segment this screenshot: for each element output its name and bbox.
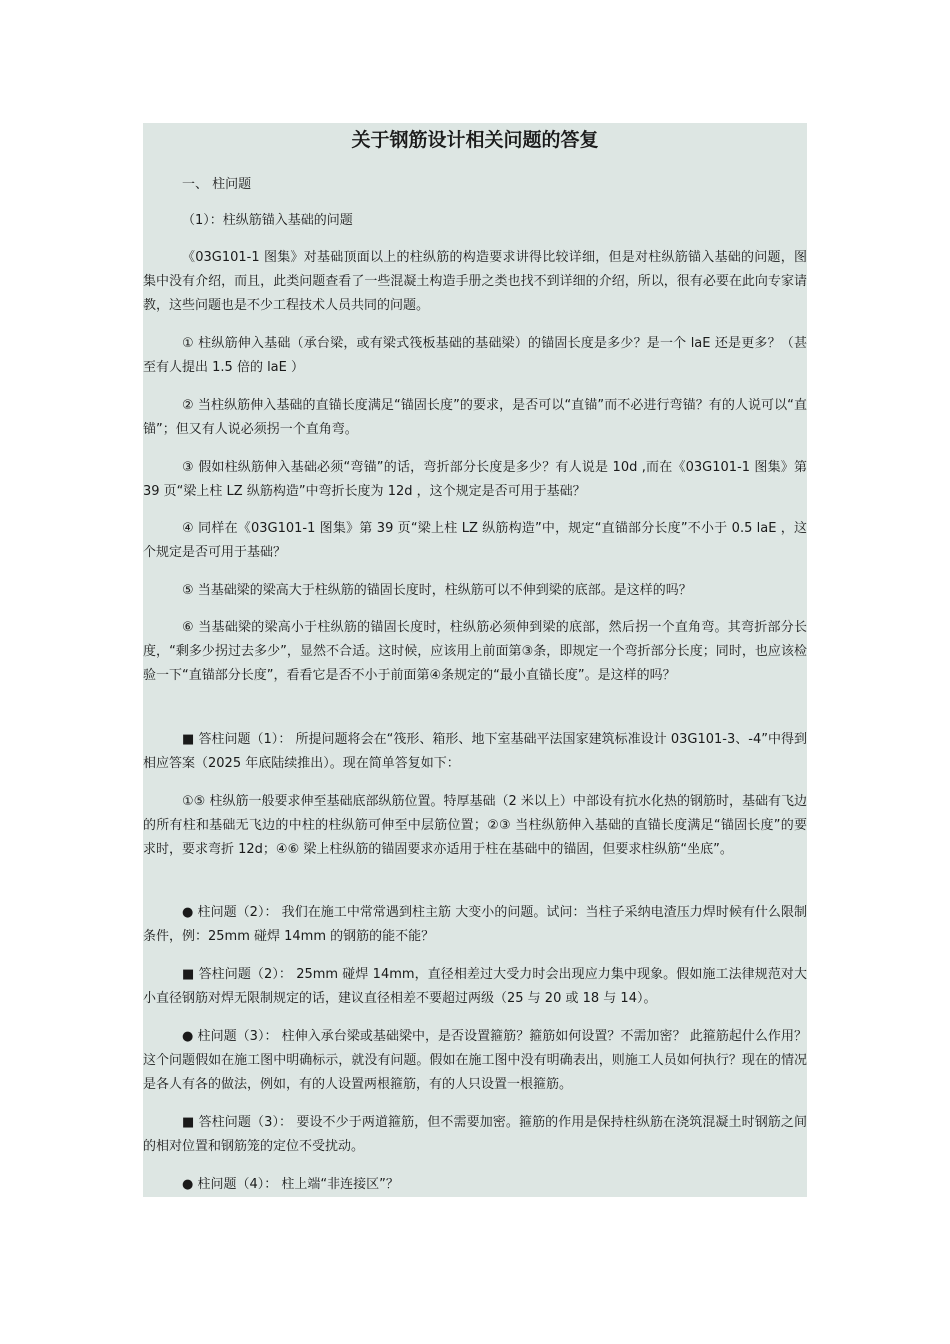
paragraph-q2: ② 当柱纵筋伸入基础的直锚长度满足“锚固长度”的要求，是否可以“直锚”而不必进行弯锚？有的人说可以“直锚”；但又有人说必须拐一个直角弯。 bbox=[143, 398, 807, 437]
paragraph-q6: ⑥ 当基础梁的梁高小于柱纵筋的锚固长度时，柱纵筋必须伸到梁的底部，然后拐一个直角弯。其弯折部分长度，“剩多少拐过去多少”，显然不合适。这时候，应该用上前面第③条，即规定一个弯折部分长度；同时，也应该检验一下“直锚部分长度”，看看它是否不小于前面第④条规定的“最小直锚长度”。是这样的吗？ bbox=[143, 620, 807, 683]
paragraph-q4: ④ 同样在《03G101-1 图集》第 39 页“梁上柱 LZ 纵筋构造”中，规定“直锚部分长度”不小于 0.5 laE ，这个规定是否可用于基础？ bbox=[143, 521, 807, 560]
section-heading: 一、 柱问题 bbox=[182, 177, 252, 192]
paragraph-question-2: ● 柱问题（2）： 我们在施工中常常遇到柱主筋 大变小的问题。试问：当柱子采纳电渣压力焊时候有什么限制条件，例：25mm 碰焊 14mm 的钢筋的能不能？ bbox=[143, 905, 807, 944]
paragraph-question-3: ● 柱问题（3）： 柱伸入承台梁或基础梁中，是否设置箍筋？箍筋如何设置？不需加密？ 此箍筋起什么作用？ 这个问题假如在施工图中明确标示，就没有问题。假如在施工图中没有明确表出，则施工人员如何执行？现在的情况是各人有各的做法，例如，有的人设置两根箍筋，有的人只设置一根箍筋。 bbox=[143, 1029, 807, 1092]
document-page bbox=[143, 123, 807, 1197]
paragraph-intro: 《03G101-1 图集》对基础顶面以上的柱纵筋的构造要求讲得比较详细，但是对柱纵筋锚入基础的问题，图集中没有介绍，而且，此类问题查看了一些混凝土构造手册之类也找不到详细的介绍，所以，很有必要在此向专家请教，这些问题也是不少工程技术人员共同的问题。 bbox=[143, 250, 807, 313]
subsection-heading: （1）：柱纵筋锚入基础的问题 bbox=[182, 213, 353, 228]
paragraph-answer-3: ■ 答柱问题（3）： 要设不少于两道箍筋，但不需要加密。箍筋的作用是保持柱纵筋在浇筑混凝土时钢筋之间的相对位置和钢筋笼的定位不受扰动。 bbox=[143, 1115, 807, 1154]
paragraph-q1: ① 柱纵筋伸入基础（承台梁，或有梁式筏板基础的基础梁）的锚固长度是多少？是一个 laE 还是更多？（甚至有人提出 1.5 倍的 laE ） bbox=[143, 336, 807, 375]
document-title: 关于钢筋设计相关问题的答复 bbox=[351, 129, 599, 151]
paragraph-answer-1: ■ 答柱问题（1）： 所提问题将会在“筏形、箱形、地下室基础平法国家建筑标准设计 03G101-3、-4”中得到相应答案（2025 年底陆续推出）。现在简单答复如下： bbox=[143, 732, 807, 771]
paragraph-q5: ⑤ 当基础梁的梁高大于柱纵筋的锚固长度时，柱纵筋可以不伸到梁的底部。是这样的吗？ bbox=[182, 583, 692, 598]
paragraph-question-4: ● 柱问题（4）： 柱上端“非连接区”？ bbox=[182, 1177, 399, 1192]
paragraph-answer-1-detail: ①⑤ 柱纵筋一般要求伸至基础底部纵筋位置。特厚基础（2 米以上）中部设有抗水化热的钢筋时，基础有飞边的所有柱和基础无飞边的中柱的柱纵筋可伸至中层筋位置；②③ 当柱纵筋伸入基础的直锚长度满足“锚固长度”的要求时，要求弯折 12d；④⑥ 梁上柱纵筋的锚固要求亦适用于柱在基础中的锚固，但要求柱纵筋“坐底”。 bbox=[143, 794, 807, 857]
paragraph-q3: ③ 假如柱纵筋伸入基础必须“弯锚”的话，弯折部分长度是多少？有人说是 10d ,而在《03G101-1 图集》第 39 页“梁上柱 LZ 纵筋构造”中弯折长度为 12d ，这个规定是否可用于基础？ bbox=[143, 460, 807, 499]
paragraph-answer-2: ■ 答柱问题（2）： 25mm 碰焊 14mm，直径相差过大受力时会出现应力集中现象。假如施工法律规范对大小直径钢筋对焊无限制规定的话，建议直径相差不要超过两级（25 与 20 或 18 与 14）。 bbox=[143, 967, 807, 1006]
